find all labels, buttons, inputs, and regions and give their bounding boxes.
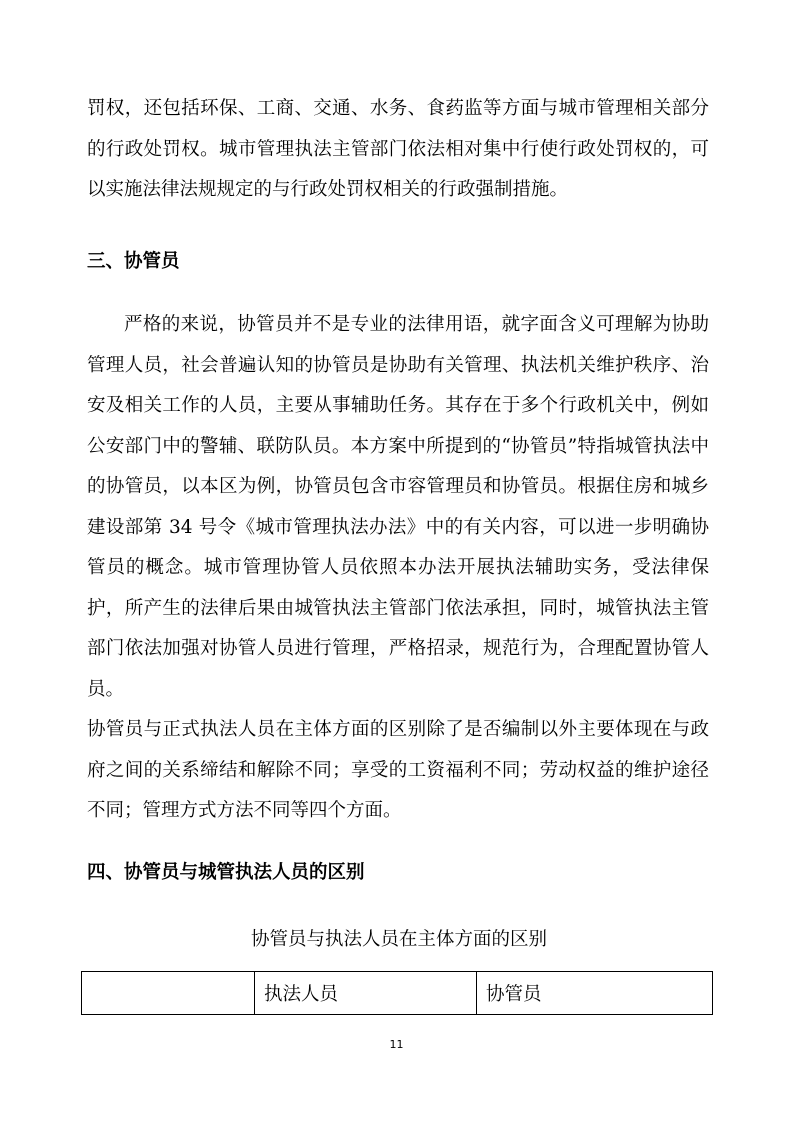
table-header-officer: 执法人员 [255,972,477,1015]
comparison-table [81,971,713,1015]
page-number: 11 [389,1038,404,1051]
paragraph-assistant-definition: 严格的来说，协管员并不是专业的法律用语，就字面含义可理解为协助管理人员，社会普遍认知的协管员是协助有关管理、执法机关维护秩序、治安及相关工作的人员，主要从事辅助任务。其存在于多个行政机关中，例如公安部门中的警辅、联防队员。本方案中所提到的“协管员”特指城管执法中的协管员，以本区为例，协管员包含市容管理员和协管员。根据住房和城乡建设部第 34 号令《城市管理执法办法》中的有关内容，可以进一步明确协管员的概念。城市管理协管人员依照本办法开展执法辅助实务，受法律保护，所产生的法律后果由城管执法主管部门依法承担，同时，城管执法主管部门依法加强对协管人员进行管理，严格招录，规范行为，合理配置协管人员。 [87,314,709,700]
table-caption: 协管员与执法人员在主体方面的区别 [250,929,547,950]
table-header-empty [82,972,255,1015]
table-header-row [82,972,713,1015]
section-heading-3: 三、协管员 [87,251,180,272]
section-heading-4: 四、协管员与城管执法人员的区别 [87,862,365,883]
paragraph-top: 罚权，还包括环保、工商、交通、水务、食药监等方面与城市管理相关部分的行政处罚权。城市管理执法主管部门依法相对集中行使行政处罚权的，可以实施法律法规规定的与行政处罚权相关的行政强制措施。 [87,98,709,200]
paragraph-assistant-differences: 协管员与正式执法人员在主体方面的区别除了是否编制以外主要体现在与政府之间的关系缔结和解除不同；享受的工资福利不同；劳动权益的维护途径不同；管理方式方法不同等四个方面。 [87,719,709,821]
table-header-assistant: 协管员 [477,972,713,1015]
